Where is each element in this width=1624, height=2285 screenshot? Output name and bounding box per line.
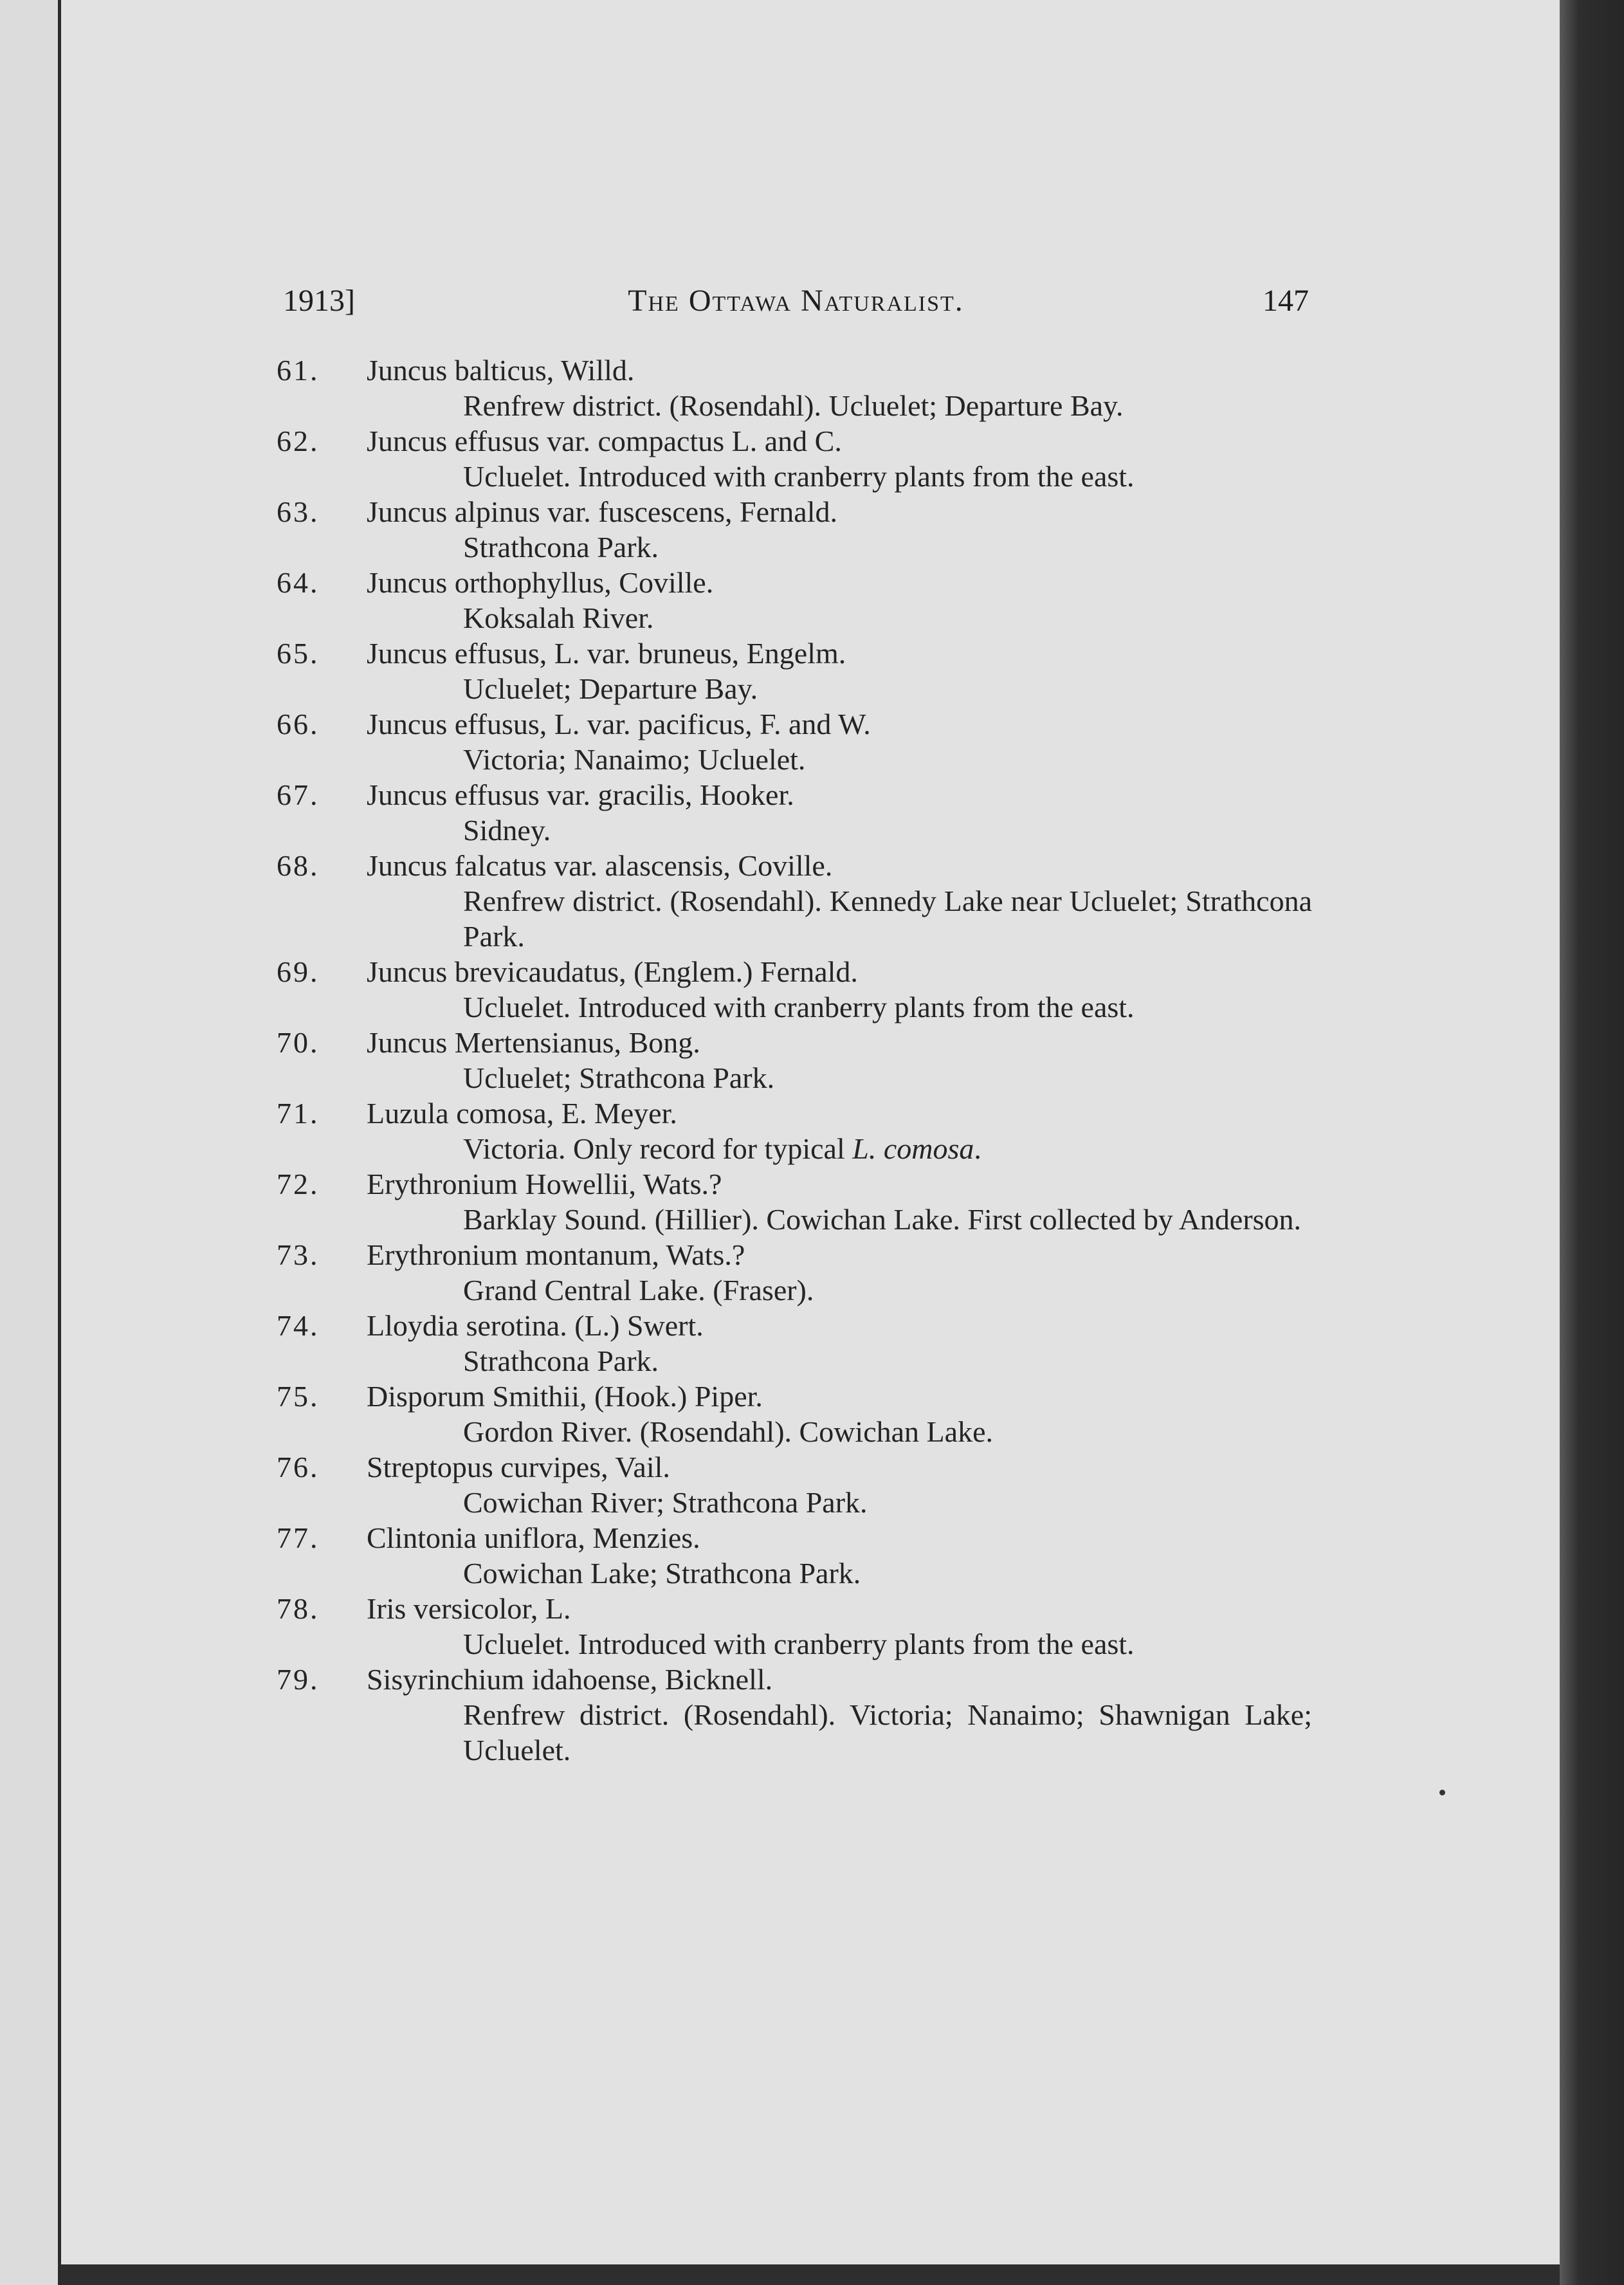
locality-text [463,1131,1312,1166]
list-item [277,1096,1312,1166]
italic-species-name: L. comosa [852,1132,974,1165]
bottom-edge-shadow [61,2264,1560,2285]
species-name: Juncus effusus var. compactus L. and C. [367,425,842,457]
entry-number: 72. [277,1168,320,1200]
locality-text: Renfrew district. (Rosendahl). Kennedy Lake near Ucluelet; Strathcona Park. [463,885,1312,953]
locality-text: Ucluelet. Introduced with cranberry plants from the east. [463,991,1135,1023]
species-name: Clintonia uniflora, Menzies. [367,1521,700,1554]
species-name: Lloydia serotina. (L.) Swert. [367,1309,704,1342]
species-name: Juncus brevicaudatus, (Englem.) Fernald. [367,955,858,988]
species-name: Juncus orthophyllus, Coville. [367,566,714,599]
list-item [277,565,1312,636]
locality-suffix: . [974,1132,981,1165]
page-number: 147 [1263,284,1309,318]
list-item [277,636,1312,706]
list-item [277,1449,1312,1520]
list-item [277,1520,1312,1591]
running-head [283,283,1309,322]
species-name: Juncus effusus var. gracilis, Hooker. [367,778,794,811]
entry-number: 66. [277,708,320,740]
entry-number: 75. [277,1380,320,1413]
entry-number: 70. [277,1026,320,1059]
species-name: Erythronium montanum, Wats.? [367,1238,745,1271]
locality-text: Victoria; Nanaimo; Ucluelet. [463,743,806,776]
list-item [277,777,1312,848]
locality-text: Ucluelet. Introduced with cranberry plants from the east. [463,460,1135,493]
locality-text: Cowichan River; Strathcona Park. [463,1486,868,1519]
entry-number: 71. [277,1097,320,1130]
locality-text: Renfrew district. (Rosendahl). Ucluelet; Departure Bay. [463,389,1124,422]
list-item [277,494,1312,565]
running-head-title: The Ottawa Naturalist. [628,284,964,318]
entry-number: 69. [277,955,320,988]
species-name: Erythronium Howellii, Wats.? [367,1168,722,1200]
species-name: Juncus balticus, Willd. [367,354,635,387]
entry-number: 68. [277,849,320,882]
locality-text: Ucluelet. Introduced with cranberry plants from the east. [463,1628,1135,1660]
locality-text: Barklay Sound. (Hillier). Cowichan Lake. First collected by Anderson. [463,1203,1302,1236]
species-name: Juncus falcatus var. alascensis, Coville. [367,849,833,882]
species-name: Disporum Smithii, (Hook.) Piper. [367,1380,763,1413]
species-name: Juncus alpinus var. fuscescens, Fernald. [367,495,838,528]
list-item [277,353,1312,423]
locality-text: Koksalah River. [463,601,654,634]
locality-text: Strathcona Park. [463,531,659,564]
list-item [277,1662,1312,1768]
entry-number: 79. [277,1663,320,1696]
list-item [277,1237,1312,1308]
list-item [277,1591,1312,1662]
list-item [277,1308,1312,1379]
entry-number: 62. [277,425,320,457]
locality-text: Renfrew district. (Rosendahl). Victoria; Nanaimo; Shawnigan Lake; Ucluelet. [463,1698,1312,1767]
species-list [277,353,1312,1768]
entry-number: 78. [277,1592,320,1625]
locality-text: Sidney. [463,814,551,847]
entry-number: 65. [277,637,320,670]
locality-text: Ucluelet; Departure Bay. [463,672,758,705]
locality-text: Gordon River. (Rosendahl). Cowichan Lake. [463,1415,993,1448]
species-name: Juncus effusus, L. var. bruneus, Engelm. [367,637,846,670]
species-name: Juncus effusus, L. var. pacificus, F. and W. [367,708,871,740]
species-name: Sisyrinchium idahoense, Bicknell. [367,1663,773,1696]
left-margin [0,0,61,2285]
entry-number: 61. [277,354,320,387]
locality-text: Strathcona Park. [463,1344,659,1377]
list-item [277,1025,1312,1096]
right-edge-shadow [1560,0,1624,2285]
species-name: Streptopus curvipes, Vail. [367,1451,670,1483]
entry-number: 64. [277,566,320,599]
dust-speck [1439,1790,1445,1795]
list-item [277,706,1312,777]
entry-number: 63. [277,495,320,528]
species-name: Iris versicolor, L. [367,1592,571,1625]
list-item [277,848,1312,954]
list-item [277,1379,1312,1449]
list-item [277,423,1312,494]
locality-text: Cowichan Lake; Strathcona Park. [463,1557,861,1590]
locality-text: Ucluelet; Strathcona Park. [463,1061,775,1094]
entry-number: 76. [277,1451,320,1483]
running-head-year: 1913] [283,284,355,318]
species-name: Luzula comosa, E. Meyer. [367,1097,677,1130]
entry-number: 67. [277,778,320,811]
list-item [277,1166,1312,1237]
locality-text: Grand Central Lake. (Fraser). [463,1274,814,1307]
species-name: Juncus Mertensianus, Bong. [367,1026,700,1059]
entry-number: 74. [277,1309,320,1342]
entry-number: 73. [277,1238,320,1271]
list-item [277,954,1312,1025]
locality-prefix: Victoria. Only record for typical [463,1132,853,1165]
entry-number: 77. [277,1521,320,1554]
